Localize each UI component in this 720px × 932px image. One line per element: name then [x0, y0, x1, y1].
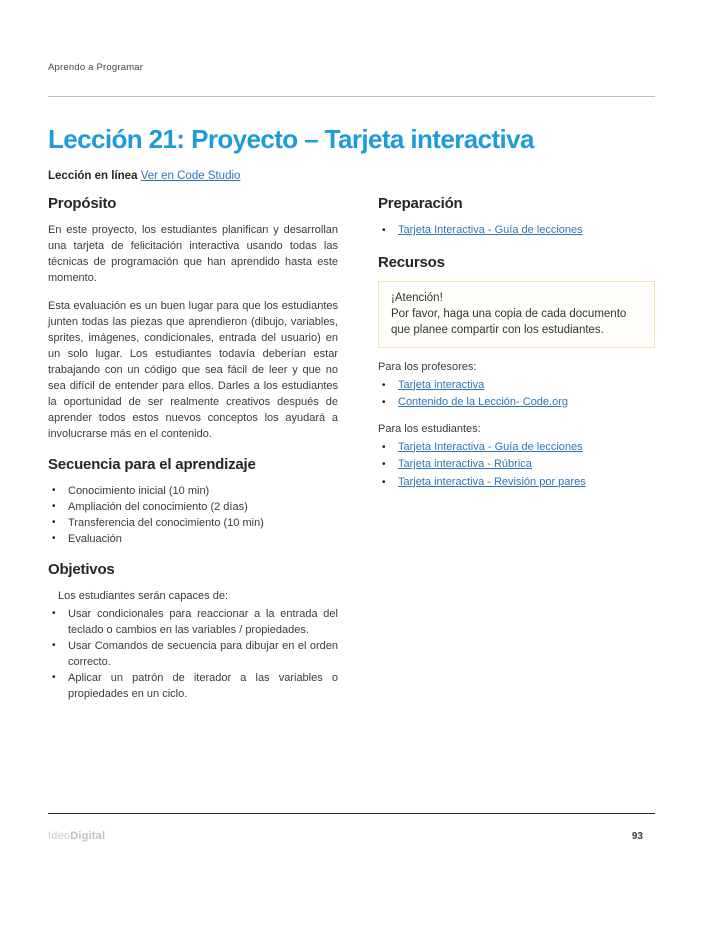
bullet-icon: • — [52, 672, 56, 683]
list-item — [378, 394, 655, 412]
list-item — [48, 483, 338, 499]
proposito-paragraph-1: En este proyecto, los estudiantes planifican y desarrollan una tarjeta de felicitación interactiva usando todas las técnicas de programación que han aprendido hasta este momento. — [48, 224, 338, 284]
lesson-online-row — [48, 170, 655, 182]
section-preparacion — [378, 195, 655, 240]
lesson-online-label: Lección en línea — [48, 170, 138, 182]
bullet-icon: • — [382, 441, 386, 453]
list-item — [48, 638, 338, 670]
students-label: Para los estudiantes: — [378, 422, 481, 435]
objetivo-item-label: Usar Comandos de secuencia para dibujar en el orden correcto. — [68, 640, 338, 668]
logo-text-light: Ideo — [48, 830, 71, 842]
bullet-icon: • — [382, 225, 386, 236]
objetivo-item-label: Usar condicionales para reaccionar a la entrada del teclado o cambios en las variables / propiedades. — [68, 608, 338, 636]
bullet-icon: • — [382, 379, 386, 391]
ideodigital-logo — [48, 830, 105, 842]
student-resource-link[interactable]: Tarjeta interactiva - Rúbrica — [398, 458, 532, 470]
secuencia-item-label: Conocimiento inicial (10 min) — [68, 485, 210, 497]
list-item — [378, 377, 655, 395]
column-gutter — [338, 195, 378, 716]
list-item — [48, 499, 338, 515]
list-item — [378, 439, 655, 457]
logo-text-bold: Digital — [70, 830, 106, 842]
objetivo-item-label: Aplicar un patrón de iterador a las variables o propiedades en un ciclo. — [68, 672, 338, 700]
list-item — [48, 606, 338, 638]
objetivos-heading: Objetivos — [48, 561, 115, 578]
recursos-heading: Recursos — [378, 253, 445, 271]
bullet-icon: • — [52, 533, 56, 544]
objetivos-intro: Los estudiantes serán capaces de: — [58, 590, 229, 602]
section-proposito — [48, 195, 338, 442]
page-footer — [48, 813, 655, 842]
list-item — [48, 670, 338, 702]
bullet-icon: • — [382, 459, 386, 470]
secuencia-item-label: Ampliación del conocimiento (2 días) — [68, 501, 248, 513]
secuencia-heading: Secuencia para el aprendizaje — [48, 456, 256, 473]
left-column — [48, 195, 338, 716]
brand-header: Aprendo a Programar — [48, 62, 144, 73]
secuencia-item-label: Evaluación — [68, 533, 122, 545]
bullet-icon: • — [52, 517, 56, 528]
view-code-studio-link[interactable]: Ver en Code Studio — [140, 170, 241, 182]
list-item — [48, 515, 338, 531]
attention-title: ¡Atención! — [391, 291, 443, 304]
proposito-heading: Propósito — [48, 195, 117, 212]
proposito-paragraph-2: Esta evaluación es un buen lugar para que los estudiantes junten todas las piezas que aprendieron (dibujo, variables, sprites, imágenes, condicionales, entrada del usuario) en un solo lugar. Los estudiantes todavía deberían estar trabajando con un código que sea fácil de leer y que no sea difícil de entender para ellos. Darles a los estudiantes la oportunidad de ser realmente creativos después de aprender todos estos nuevos conceptos los ayudará a involucrarse más en el contenido. — [48, 300, 338, 440]
bullet-icon: • — [52, 501, 56, 512]
preparacion-heading: Preparación — [378, 195, 463, 212]
bullet-icon: • — [52, 608, 56, 619]
bullet-icon: • — [382, 397, 386, 408]
objetivos-list — [48, 606, 338, 702]
footer-divider — [48, 813, 655, 814]
teacher-resource-link[interactable]: Contenido de la Lección- Code.org — [398, 396, 569, 408]
header-divider — [48, 96, 655, 97]
right-column — [378, 195, 655, 716]
bullet-icon: • — [52, 485, 56, 496]
attention-body: Por favor, haga una copia de cada documento que planee compartir con los estudiantes. — [391, 307, 627, 336]
list-item — [378, 222, 655, 240]
bullet-icon: • — [52, 640, 56, 651]
secuencia-list — [48, 483, 338, 547]
list-item — [378, 456, 655, 474]
list-item — [48, 531, 338, 547]
student-resource-link[interactable]: Tarjeta interactiva - Revisión por pares — [398, 475, 586, 488]
teacher-resource-link[interactable]: Tarjeta interactiva — [398, 378, 485, 391]
teachers-label: Para los profesores: — [378, 360, 477, 373]
section-secuencia — [48, 456, 338, 547]
teachers-resources-group — [378, 361, 655, 412]
two-column-layout — [48, 195, 655, 716]
bullet-icon: • — [382, 476, 386, 488]
student-resource-link[interactable]: Tarjeta Interactiva - Guía de lecciones — [398, 440, 583, 453]
students-resources-group — [378, 423, 655, 492]
secuencia-item-label: Transferencia del conocimiento (10 min) — [68, 517, 264, 529]
page-title: Lección 21: Proyecto – Tarjeta interactiva — [48, 124, 534, 154]
section-objetivos — [48, 561, 338, 702]
preparacion-guia-link[interactable]: Tarjeta Interactiva - Guía de lecciones — [398, 224, 583, 236]
footer-row — [48, 830, 655, 842]
page-number: 93 — [631, 831, 643, 842]
list-item — [378, 474, 655, 492]
attention-callout — [378, 281, 655, 348]
section-recursos — [378, 254, 655, 492]
